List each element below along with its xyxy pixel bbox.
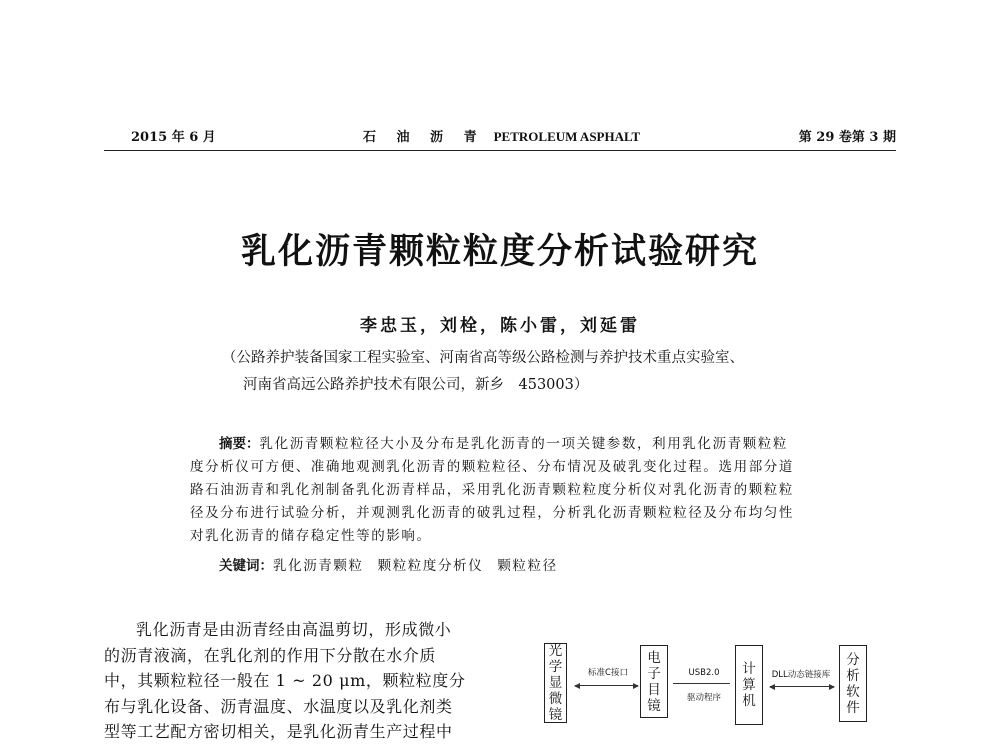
header-rule — [104, 150, 896, 151]
authors: 李忠玉，刘栓，陈小雷，刘延雷 — [360, 316, 640, 336]
box-char: 件 — [846, 699, 860, 716]
connector-label-driver: 驱动程序 — [686, 693, 721, 703]
affiliation-line-2: 河南省高远公路养护技术有限公司，新乡 453003） — [243, 377, 589, 393]
abstract-line: 对乳化沥青的储存稳定性等的影响。 — [190, 528, 432, 544]
keyword: 颗粒粒度分析仪 — [377, 558, 484, 574]
body-line: 布与乳化设备、沥青温度、水温度以及乳化剂类 — [104, 696, 453, 716]
abstract-line: 路石油沥青和乳化剂制备乳化沥青样品，采用乳化沥青颗粒粒度分析仪对乳化沥青的颗粒粒 — [190, 482, 794, 498]
box-char: 机 — [742, 693, 756, 709]
paper-title: 乳化沥青颗粒粒度分析试验研究 — [240, 232, 759, 272]
keywords-label: 关键词： — [219, 558, 273, 574]
keywords — [219, 554, 572, 574]
box-char: 软 — [846, 683, 860, 700]
affiliation-line-1: （公路养护装备国家工程实验室、河南省高等级公路检测与养护技术重点实验室、 — [222, 350, 744, 366]
box-char: 析 — [846, 667, 860, 684]
bidirectional-arrow-icon — [575, 685, 638, 686]
abstract-line: 度分析仪可方便、准确地观测乳化沥青的颗粒粒径、分布情况及破乳变化过程。选用部分道 — [190, 459, 794, 475]
box-analysis-software — [839, 645, 867, 722]
box-char: 计 — [742, 661, 756, 677]
connector-line — [673, 683, 730, 684]
box-optical-microscope — [544, 643, 567, 723]
body-paragraph — [104, 617, 499, 745]
box-char: 分 — [846, 651, 860, 668]
keyword: 颗粒粒径 — [497, 558, 558, 574]
body-line: 的沥青液滴，在乳化剂的作用下分散在水介质 — [104, 645, 437, 665]
box-computer — [735, 645, 763, 725]
journal-name-cn: 石 油 沥 青 — [363, 130, 485, 145]
header-journal — [363, 126, 640, 145]
box-char: 学 — [548, 659, 563, 675]
header-date: 2015 年 6 月 — [131, 130, 216, 145]
abstract-line — [190, 433, 815, 456]
box-char: 镜 — [647, 697, 661, 714]
box-char: 镜 — [548, 707, 563, 723]
system-diagram — [530, 635, 890, 745]
abstract-text: 乳化沥青颗粒粒径大小及分布是乳化沥青的一项关键参数，利用乳化沥青颗粒粒 — [259, 436, 788, 452]
abstract-line: 径及分布进行试验分析，并观测乳化沥青的破乳过程，分析乳化沥青颗粒粒径及分布均匀性 — [190, 505, 794, 521]
box-char: 子 — [647, 665, 661, 682]
box-char: 电 — [647, 649, 661, 666]
box-char: 微 — [548, 691, 563, 707]
bidirectional-arrow-icon — [770, 686, 834, 687]
box-char: 显 — [548, 675, 563, 691]
body-line: 型等工艺配方密切相关，是乳化沥青生产过程中 — [104, 722, 453, 741]
keyword: 乳化沥青颗粒 — [273, 558, 364, 574]
connector-label-usb: USB2.0 — [688, 668, 720, 678]
abstract-label: 摘要： — [219, 436, 260, 452]
box-char: 目 — [647, 681, 661, 698]
body-line: 乳化沥青是由沥青经由高温剪切，形成微小 — [136, 620, 452, 639]
connector-label-standard-c: 标准C接口 — [588, 668, 628, 678]
body-line: 中，其颗粒粒径一般在 1 ~ 20 μm，颗粒粒度分 — [104, 671, 466, 690]
header-issue: 第 29 卷第 3 期 — [798, 130, 896, 145]
journal-name-en: PETROLEUM ASPHALT — [493, 129, 641, 144]
connector-label-dll: DLL动态链接库 — [771, 670, 831, 680]
box-electronic-eyepiece — [640, 645, 668, 718]
box-char: 光 — [548, 643, 563, 659]
abstract — [190, 433, 815, 548]
box-char: 算 — [742, 677, 756, 693]
